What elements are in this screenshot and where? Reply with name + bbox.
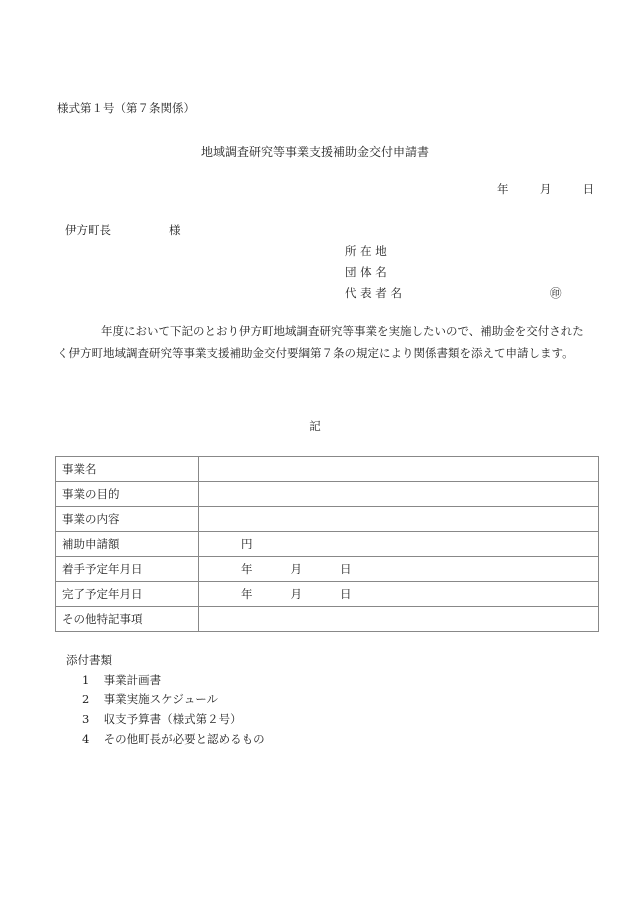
start-date-label: 着手予定年月日	[56, 557, 199, 582]
purpose-field[interactable]	[199, 482, 599, 507]
date-day-label: 日	[582, 182, 595, 196]
start-month: 月	[290, 562, 302, 576]
date-month-label: 月	[539, 182, 552, 196]
table-row	[56, 607, 599, 632]
date-year-label: 年	[497, 182, 509, 196]
end-year: 年	[241, 587, 253, 601]
ki-heading: 記	[309, 419, 321, 433]
table-row	[56, 507, 599, 532]
sender-group-label: 団 体 名	[345, 265, 387, 279]
application-table	[55, 456, 599, 632]
addressee-name: 伊方町長	[65, 223, 111, 237]
end-date-field[interactable]	[199, 582, 599, 607]
end-day: 日	[340, 587, 352, 601]
project-name-field[interactable]	[199, 457, 599, 482]
table-row	[56, 457, 599, 482]
amount-unit: 円	[241, 537, 253, 551]
amount-field[interactable]	[199, 532, 599, 557]
amount-label: 補助申請額	[56, 532, 199, 557]
attachment-number: 2	[82, 692, 90, 706]
body-text: 年度において下記のとおり伊方町地域調査研究等事業を実施したいので、補助金を交付されたく伊方町地域調査研究等事業支援補助金交付要綱第７条の規定により関係書類を添えて申請します。	[57, 324, 584, 360]
other-field[interactable]	[199, 607, 599, 632]
content-field[interactable]	[199, 507, 599, 532]
other-label: その他特記事項	[56, 607, 199, 632]
table-row	[56, 482, 599, 507]
end-date-label: 完了予定年月日	[56, 582, 199, 607]
attachment-item	[82, 691, 218, 707]
purpose-label: 事業の目的	[56, 482, 199, 507]
attachment-number: 1	[82, 673, 90, 687]
addressee-honorific: 様	[169, 223, 181, 237]
date-line	[497, 181, 594, 197]
attachment-text: 事業実施スケジュール	[103, 692, 218, 706]
project-name-label: 事業名	[56, 457, 199, 482]
attachments-title: 添付書類	[66, 653, 112, 667]
end-month: 月	[290, 587, 302, 601]
attachment-item	[82, 731, 265, 747]
attachment-text: 事業計画書	[103, 673, 162, 687]
addressee	[65, 222, 181, 238]
start-day: 日	[340, 562, 352, 576]
attachment-item	[82, 711, 242, 727]
form-number: 様式第１号（第７条関係）	[57, 101, 195, 115]
sender-address-label: 所 在 地	[345, 244, 387, 258]
content-label: 事業の内容	[56, 507, 199, 532]
attachment-item	[82, 672, 161, 688]
sender-representative-label: 代 表 者 名	[345, 286, 402, 300]
attachment-number: 3	[82, 712, 90, 726]
document-title: 地域調査研究等事業支援補助金交付申請書	[200, 145, 429, 159]
attachment-text: その他町長が必要と認めるもの	[103, 732, 265, 746]
start-year: 年	[241, 562, 253, 576]
attachment-text: 収支予算書（様式第２号）	[103, 712, 242, 726]
start-date-field[interactable]	[199, 557, 599, 582]
table-row	[56, 582, 599, 607]
table-row	[56, 532, 599, 557]
seal-mark: ㊞	[550, 286, 562, 300]
attachment-number: 4	[82, 732, 90, 746]
table-row	[56, 557, 599, 582]
